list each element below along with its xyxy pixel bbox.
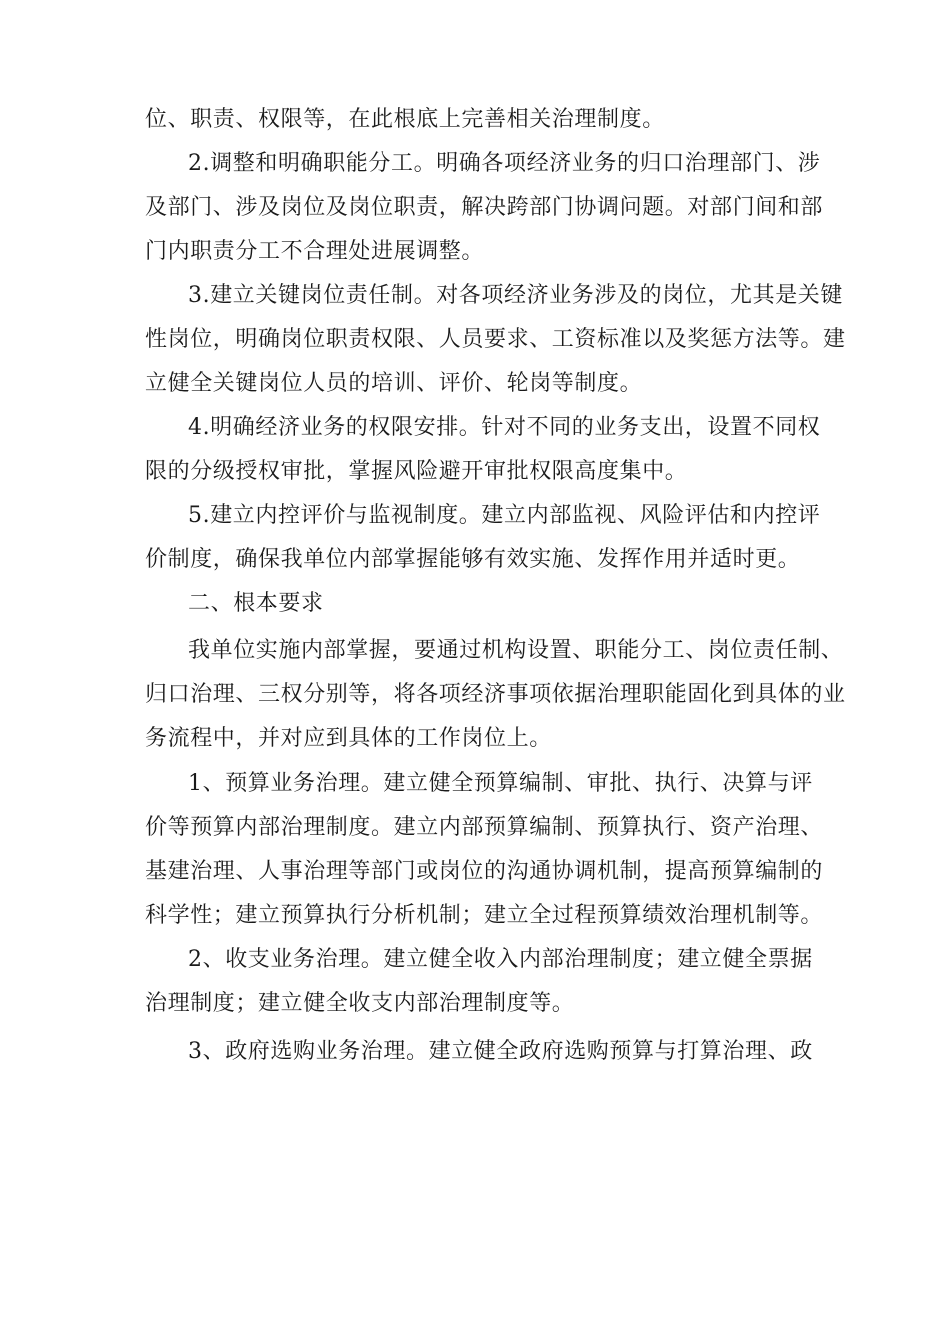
text-line: 3.建立关键岗位责任制。对各项经济业务涉及的岗位，尤其是关键 bbox=[188, 283, 843, 308]
text-line: 4.明确经济业务的权限安排。针对不同的业务支出，设置不同权 bbox=[188, 415, 821, 440]
text-line: 价制度，确保我单位内部掌握能够有效实施、发挥作用并适时更。 bbox=[145, 547, 801, 572]
text-line: 科学性；建立预算执行分析机制；建立全过程预算绩效治理机制等。 bbox=[145, 903, 824, 928]
text-line: 位、职责、权限等，在此根底上完善相关治理制度。 bbox=[145, 107, 665, 132]
text-line: 基建治理、人事治理等部门或岗位的沟通协调机制，提高预算编制的 bbox=[145, 859, 824, 884]
section-heading: 二、根本要求 bbox=[188, 591, 324, 616]
text-line: 治理制度；建立健全收支内部治理制度等。 bbox=[145, 991, 575, 1016]
text-line: 3、政府选购业务治理。建立健全政府选购预算与打算治理、政 bbox=[188, 1039, 813, 1064]
text-line: 2.调整和明确职能分工。明确各项经济业务的归口治理部门、涉 bbox=[188, 151, 821, 176]
text-line: 及部门、涉及岗位及岗位职责，解决跨部门协调问题。对部门间和部 bbox=[145, 195, 824, 220]
text-line: 限的分级授权审批，掌握风险避开审批权限高度集中。 bbox=[145, 459, 688, 484]
text-line: 性岗位，明确岗位职责权限、人员要求、工资标准以及奖惩方法等。建 bbox=[145, 327, 846, 352]
text-line: 归口治理、三权分别等，将各项经济事项依据治理职能固化到具体的业 bbox=[145, 682, 846, 707]
text-line: 我单位实施内部掌握，要通过机构设置、职能分工、岗位责任制、 bbox=[188, 638, 844, 663]
text-line: 2、收支业务治理。建立健全收入内部治理制度；建立健全票据 bbox=[188, 947, 813, 972]
text-line: 立健全关键岗位人员的培训、评价、轮岗等制度。 bbox=[145, 371, 643, 396]
text-line: 5.建立内控评价与监视制度。建立内部监视、风险评估和内控评 bbox=[188, 503, 821, 528]
text-line: 务流程中，并对应到具体的工作岗位上。 bbox=[145, 726, 552, 751]
text-line: 1、预算业务治理。建立健全预算编制、审批、执行、决算与评 bbox=[188, 771, 813, 796]
text-line: 门内职责分工不合理处进展调整。 bbox=[145, 239, 485, 264]
text-line: 价等预算内部治理制度。建立内部预算编制、预算执行、资产治理、 bbox=[145, 815, 824, 840]
